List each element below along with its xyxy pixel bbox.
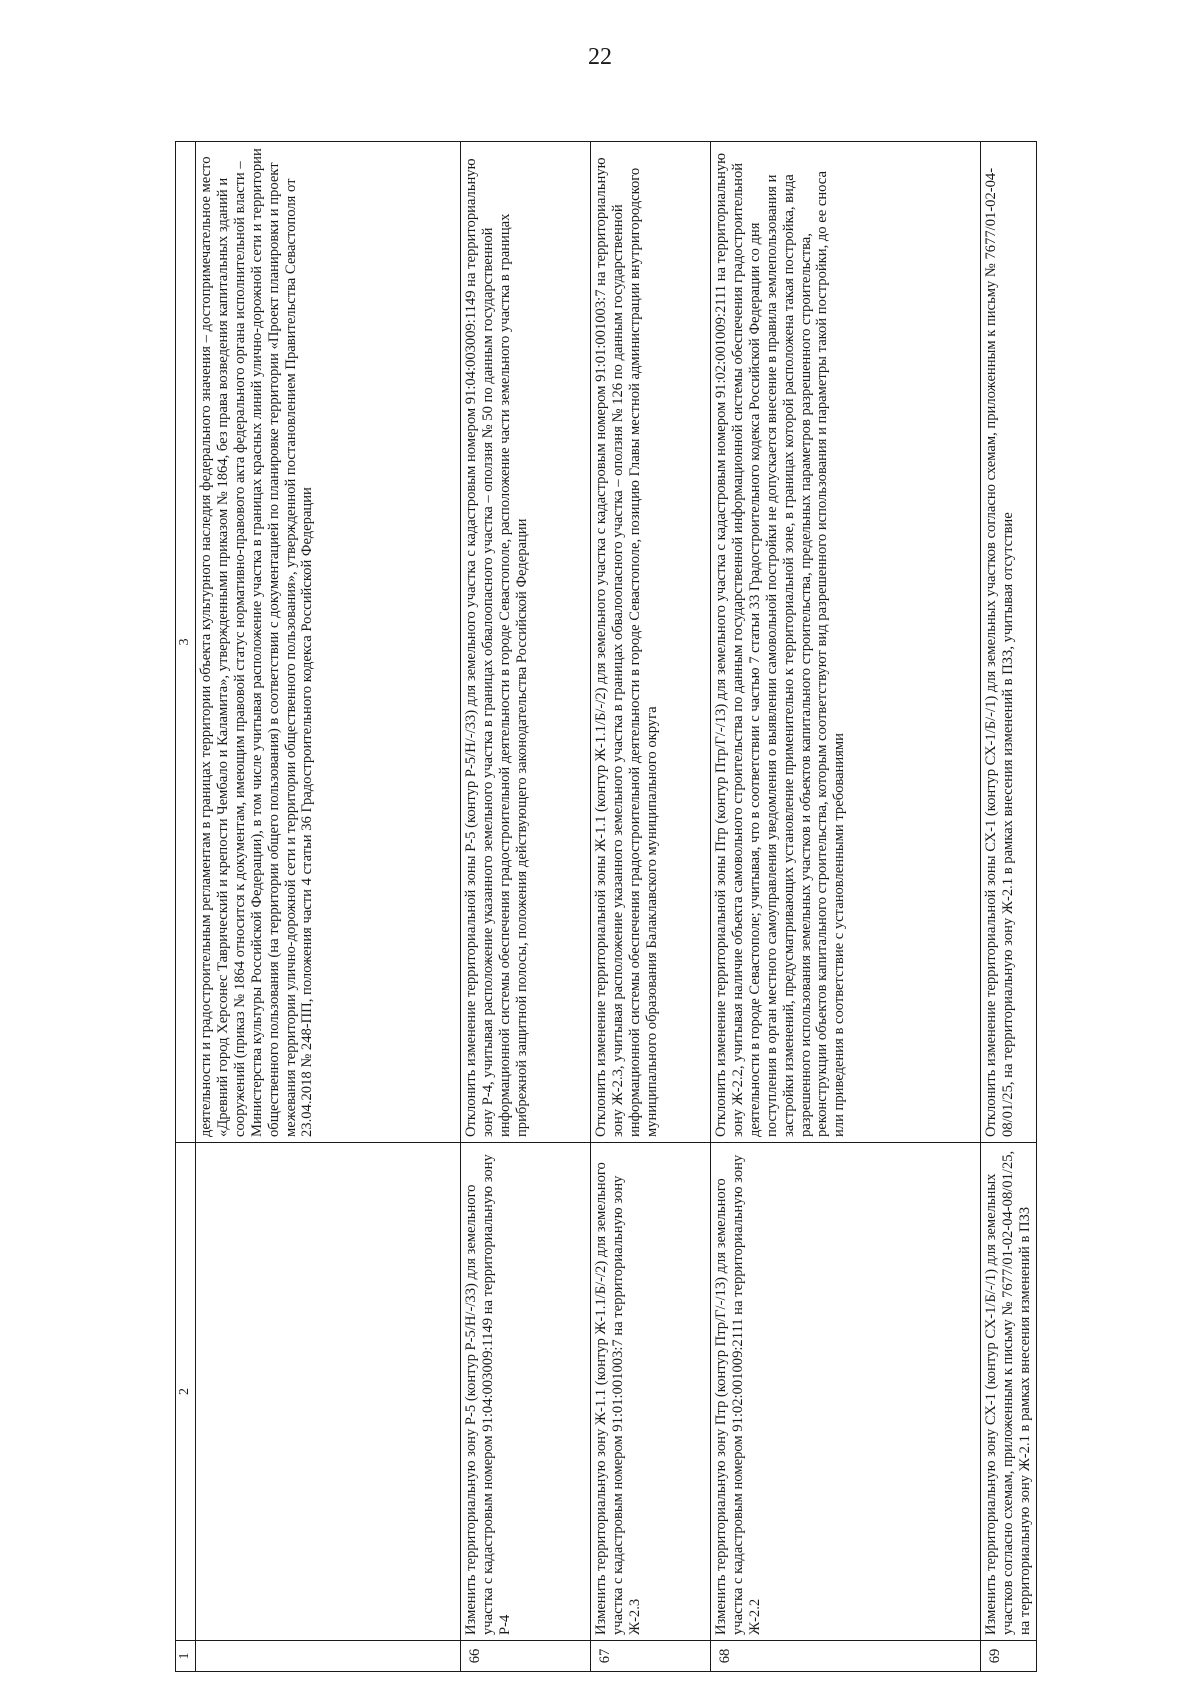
- decision-cell: Отклонить изменение территориальной зоны Птр (контур Птр/Г/-/13) для земельного участка с кадастровым номером 91:02:001009:2111 на территориальную зону Ж-2.2, учитывая наличие объекта самовольного строительства по данным государственной информационной системы обеспечения градостроительной деятельности в городе Севастополе; учитывая, что в соответствии с частью 7 статьи 33 Градостроительного кодекса Российской Федерации со дня поступления в орган местного самоуправления уведомления о выявлении самовольной постройки не допускается внесение в правила землепользования и застройки изменений, предусматривающих установление применительно к территориальной зоне, в границах которой расположена такая постройка, вида разрешенного использования земельных участков и объектов капитального строительства, предельных параметров разрешенного строительства, реконструкции объектов капитального строительства, которым соответствуют вид разрешенного использования и параметры такой постройки, до ее сноса или приведения в соответствие с установленными требованиями: [711, 142, 981, 1143]
- row-number: 67: [591, 1641, 711, 1672]
- rotated-table-container: [175, 142, 1035, 1672]
- header-cell-2: 2: [176, 1143, 196, 1641]
- proposal-cell: Изменить территориальную зону СХ-1 (контур СХ-1/Б/-/1) для земельных участков согласно схемам, приложенным к письму № 7677/01-02-04-08/01/25, на территориальную зону Ж-2.1 в рамках внесения изменений в ПЗЗ: [981, 1143, 1037, 1641]
- header-cell-1: 1: [176, 1641, 196, 1672]
- proposal-cell: [196, 1143, 461, 1641]
- table-row: [591, 142, 711, 1672]
- page-number: 22: [588, 44, 612, 70]
- row-number: 69: [981, 1641, 1037, 1672]
- decision-table: [175, 141, 1037, 1672]
- header-cell-3: 3: [176, 142, 196, 1143]
- proposal-cell: Изменить территориальную зону Ж-1.1 (контур Ж-1.1/Б/-/2) для земельного участка с кадастровым номером 91:01:001003:7 на территориальную зону Ж-2.3: [591, 1143, 711, 1641]
- table-row: [711, 142, 981, 1672]
- row-number: 66: [461, 1641, 591, 1672]
- decision-cell: деятельности и градостроительным регламентам в границах территории объекта культурного наследия федерального значения – достопримечательное место «Древний город Херсонес Таврический и крепости Чембало и Каламита», утвержденными приказом № 1864, без права возведения капитальных зданий и сооружений (приказ № 1864 относится к документам, имеющим правовой статус нормативно-правового акта федерального органа исполнительной власти – Министерства культуры Российской Федерации), в том числе учитывая расположение участка в границах красных линий улично-дорожной сети и территории общественного пользования (на территории общего пользования) в соответствии с документацией по планировке территории «Проект планировки и проект межевания территории улично-дорожной сети и территории общественного пользования», утвержденной постановлением Правительства Севастополя от 23.04.2018 № 248-ПП, положения части 4 статьи 36 Градостроительного кодекса Российской Федерации: [196, 142, 461, 1143]
- table-row: [981, 142, 1037, 1672]
- table-header-row: [176, 142, 196, 1672]
- proposal-cell: Изменить территориальную зону Птр (контур Птр/Г/-/13) для земельного участка с кадастровым номером 91:02:001009:2111 на территориальную зону Ж-2.2: [711, 1143, 981, 1641]
- table-row: [461, 142, 591, 1672]
- proposal-cell: Изменить территориальную зону Р-5 (контур Р-5/Н/-/33) для земельного участка с кадастровым номером 91:04:003009:1149 на территориальную зону Р-4: [461, 1143, 591, 1641]
- row-number: 68: [711, 1641, 981, 1672]
- decision-cell: Отклонить изменение территориальной зоны СХ-1 (контур СХ-1/Б/-/1) для земельных участков согласно схемам, приложенным к письму № 7677/01-02-04-08/01/25, на территориальную зону Ж-2.1 в рамках внесения изменений в ПЗЗ, учитывая отсутствие: [981, 142, 1037, 1143]
- decision-cell: Отклонить изменение территориальной зоны Р-5 (контур Р-5/Н/-/33) для земельного участка с кадастровым номером 91:04:003009:1149 на территориальную зону Р-4, учитывая расположение указанного земельного участка в границах обвалоопасного участка – оползня № 50 по данным государственной информационной системы обеспечения градостроительной деятельности в городе Севастополе, расположение части земельного участка в границах прибрежной защитной полосы, положения действующего законодательства Российской Федерации: [461, 142, 591, 1143]
- decision-cell: Отклонить изменение территориальной зоны Ж-1.1 (контур Ж-1.1/Б/-/2) для земельного участка с кадастровым номером 91:01:001003:7 на территориальную зону Ж-2.3, учитывая расположение указанного земельного участка в границах обвалоопасного участка – оползня № 126 по данным государственной информационной системы обеспечения градостроительной деятельности в городе Севастополе, позицию Главы местной администрации внутригородского муниципального образования Балаклавского муниципального округа: [591, 142, 711, 1143]
- row-number: [196, 1641, 461, 1672]
- table-row: [196, 142, 461, 1672]
